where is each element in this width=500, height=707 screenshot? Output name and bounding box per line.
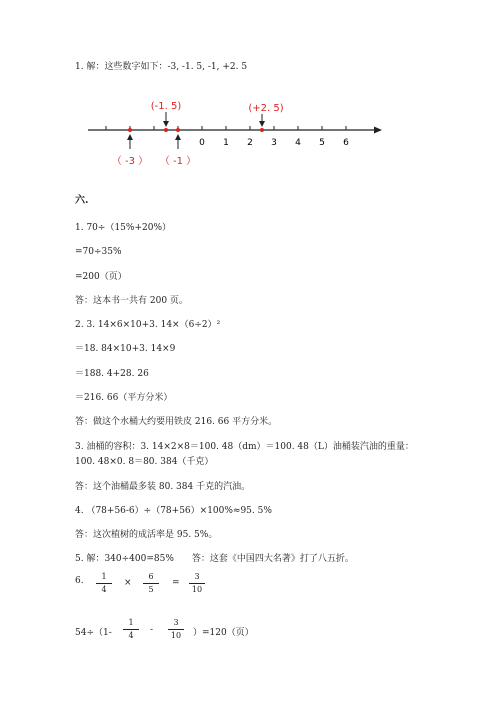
label-plus-2-5: (+2. 5) [248,103,284,114]
label-minus-3: （ -3 ） [111,156,149,167]
tick-label-5: 5 [319,138,325,148]
number-line [0,96,500,186]
fraction [94,572,114,595]
fraction [187,572,207,595]
fraction [166,618,186,641]
denominator: 10 [170,631,182,640]
answer-1-text: 1. 解：这些数字如下：-3, -1. 5, -1, +2. 5 [75,62,248,72]
minus-sign: - [150,625,154,635]
arrow-down-icon [259,121,265,127]
point-minus-1 [176,128,180,132]
numerator: 6 [148,572,154,581]
label-minus-1-5: (-1. 5) [150,101,182,112]
expression-prefix: 54÷（1- [75,628,112,638]
times-sign: × [124,578,132,588]
step-line: 3. 油桶的容积：3. 14×2×8＝100. 48（dm）＝100. 48（L）油桶装汽油的重量： [75,442,414,452]
fraction [121,618,141,641]
point-minus-3 [128,128,132,132]
arrow-up-icon [175,134,181,140]
numerator: 1 [101,572,107,581]
step-line: ＝216. 66（平方分米） [75,393,173,403]
arrow-head-icon [374,127,382,134]
arrow-down-icon [163,121,169,127]
point-minus-1-5 [164,128,168,132]
step-line: 1. 70÷（15%+20%） [75,223,171,233]
answer-line: 答：做这个水桶大约要用铁皮 216. 66 平方分米。 [75,417,278,427]
point-plus-2-5 [260,128,264,132]
numerator: 3 [194,572,200,581]
step-line: ＝18. 84×10+3. 14×9 [75,344,176,354]
numerator: 1 [128,618,134,627]
numerator: 3 [173,618,179,627]
step-line: 2. 3. 14×6×10+3. 14×（6÷2）² [75,320,221,330]
answer-line: 答：这次植树的成活率是 95. 5%。 [75,530,218,540]
answer-line: 答：这本书一共有 200 页。 [75,296,188,306]
tick-label-6: 6 [343,138,349,148]
step-line: ＝188. 4+28. 26 [75,369,149,379]
tick-label-3: 3 [271,138,277,148]
expression-suffix: ）=120（页） [193,628,254,638]
arrow-up-icon [127,134,133,140]
step-line: 5. 解：340÷400=85% 答：这套《中国四大名著》打了八五折。 [75,554,354,564]
fraction [141,572,161,595]
denominator: 10 [191,585,203,594]
step-line: =70÷35% [75,247,122,257]
step-line: 4. （78+56-6）÷（78+56）×100%≈95. 5% [75,506,272,516]
q6-label: 6. [75,576,84,586]
equals-sign: = [172,578,180,588]
label-minus-1: （ -1 ） [159,156,197,167]
tick-marks [106,126,346,130]
answer-line: 答：这个油桶最多装 80. 384 千克的汽油。 [75,482,251,492]
denominator: 5 [148,585,154,594]
tick-label-2: 2 [247,138,253,148]
denominator: 4 [101,585,107,594]
step-line: 100. 48×0. 8＝80. 384（千克） [75,457,214,467]
tick-label-0: 0 [199,138,205,148]
tick-label-4: 4 [295,138,301,148]
denominator: 4 [128,631,134,640]
step-line: =200（页） [75,272,127,282]
section-heading: 六. [75,195,89,206]
tick-label-1: 1 [223,138,229,148]
